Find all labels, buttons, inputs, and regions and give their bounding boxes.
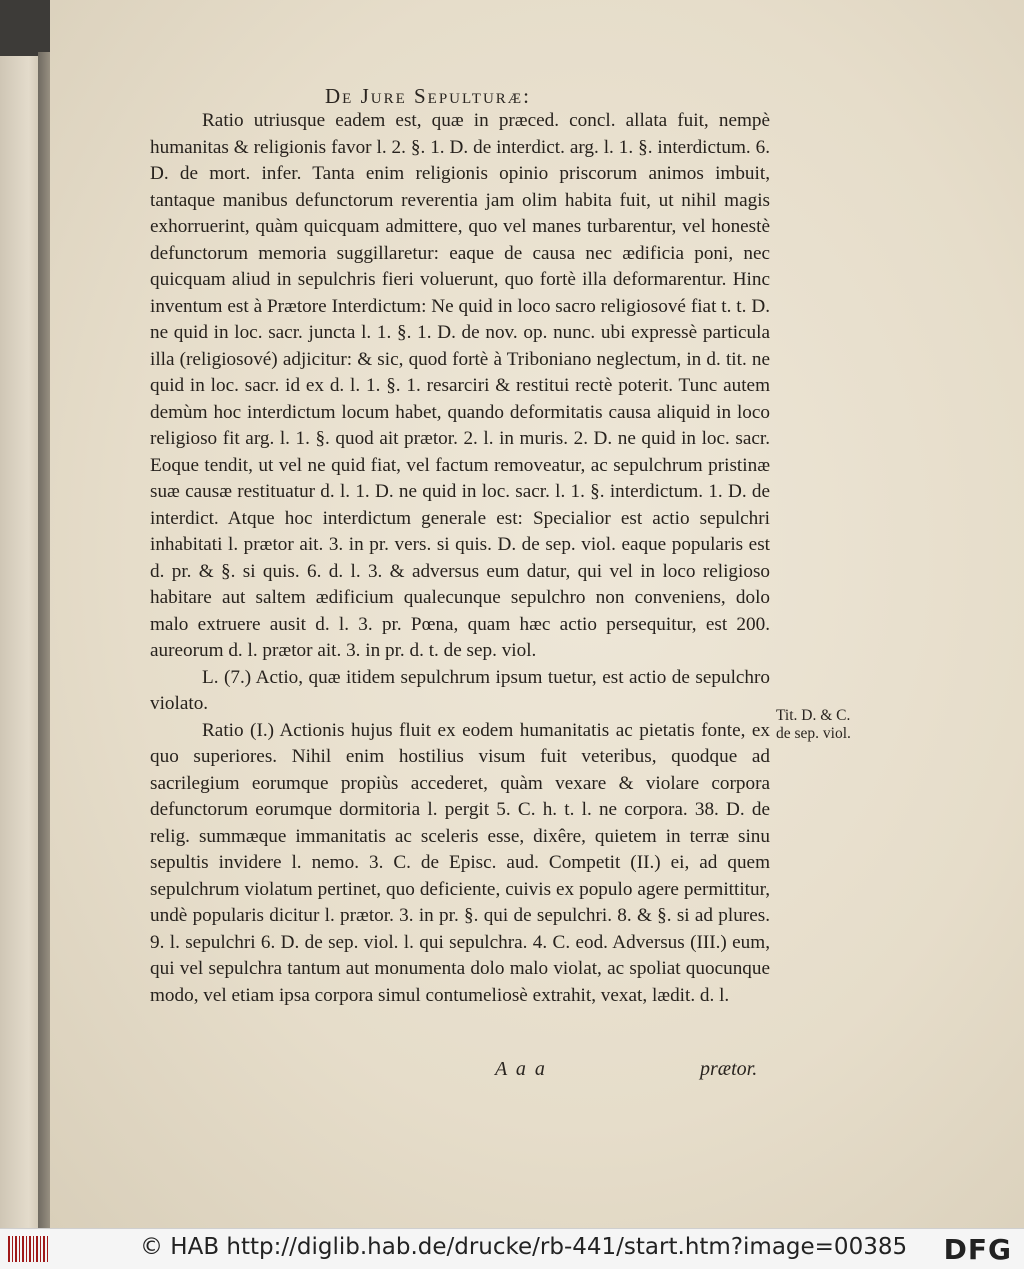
page-body bbox=[150, 108, 770, 1009]
dfg-logo: DFG bbox=[943, 1233, 1012, 1266]
barcode-icon bbox=[8, 1236, 48, 1262]
running-head: De Jure Sepulturæ: bbox=[325, 84, 531, 108]
paragraph: Ratio (I.) Actionis hujus fluit ex eodem humanitatis ac pietatis fonte, ex quo superiores. Nihil enim hostilius visum fuit veteribus, quodque ad sacrilegium eorumque propiùs accederet, quàm vexare & violare corpora defunctorum eorumque dormitoria l. pergit 5. C. h. t. l. ne corpora. 38. D. de relig. summæque immanitatis ac sceleris esse, dixêre, quietem in terræ sinu sepultis invidere l. nemo. 3. C. de Episc. aud. Competit (II.) ei, ad quem sepulchrum violatum pertinet, quo deficiente, cuivis ex populo agere permittitur, undè popularis dicitur l. prætor. 3. in pr. §. qui de sepulchri. 8. & §. si ad plures. 9. l. sepulchri 6. D. de sep. viol. l. qui sepulchra. 4. C. eod. Adversus (III.) eum, qui vel sepulchra tantum aut monumenta dolo malo violat, ac spoliat quocunque modo, vel etiam ipsa corpora simul contumeliosè extrahit, vexat, lædit. d. l. bbox=[150, 719, 770, 1006]
paragraph: Ratio utriusque eadem est, quæ in præced. concl. allata fuit, nempè humanitas & religionis favor l. 2. §. 1. D. de interdict. arg. l. 1. §. interdictum. 6. D. de mort. infer. Tanta enim religionis opinio priscorum animos imbuit, tantaque manibus defunctorum reverentia jam olim habita fuit, ut nihil magis exhorruerint, quàm quicquam admittere, quo vel manes turbarentur, vel honestè defunctorum memoria suggillaretur: eaque de causa nec ædificia poni, nec quicquam aliud in sepulchris fieri voluerunt, quo fortè illa deformarentur. Hinc inventum est à Prætore Interdictum: Ne quid in loco sacro religiosové fiat t. t. D. ne quid in loc. sacr. juncta l. 1. §. 1. D. de nov. op. nunc. ubi expressè particula illa (religiosové) adjicitur: & sic, quod fortè à Triboniano neglectum, in d. tit. ne quid in loc. sacr. id ex d. l. 1. §. 1. resarciri & restitui rectè poterit. Tunc autem demùm hoc interdictum locum habet, quando deformitatis causa aliquid in loco religioso fit arg. l. 1. §. quod ait prætor. 2. l. in muris. 2. D. ne quid in loc. sacr. Eoque tendit, ut vel ne quid fiat, vel factum removeatur, ac sepulchrum pristinæ suæ causæ restituatur d. l. 1. D. ne quid in loc. sacr. l. 1. §. interdictum. 1. D. de interdict. Atque hoc interdictum generale est: Specialior est actio sepulchri inhabitati l. prætor ait. 3. in pr. vers. si quis. D. de sep. viol. eaque popularis est d. pr. & §. si quis. 6. d. l. 3. & adversus eum datur, qui vel in loco religioso habitare aut saltem ædificium qualecunque sepulchro non conveniens, dolo malo extruere ausit d. l. 3. pr. Pœna, quam hæc actio persequitur, est 200. aureorum d. l. prætor ait. 3. in pr. d. t. de sep. viol. bbox=[150, 110, 770, 661]
signature-mark: A a a bbox=[495, 1058, 547, 1080]
credit-link[interactable]: © HAB http://diglib.hab.de/drucke/rb-441/start.htm?image=00385 bbox=[140, 1234, 908, 1260]
catchword: prætor. bbox=[700, 1058, 758, 1080]
marginal-note: Tit. D. & C. de sep. viol. bbox=[776, 707, 851, 742]
paragraph: L. (7.) Actio, quæ itidem sepulchrum ipsum tuetur, est actio de sepulchro violato. bbox=[150, 666, 770, 714]
footer-bar bbox=[0, 1228, 1024, 1269]
